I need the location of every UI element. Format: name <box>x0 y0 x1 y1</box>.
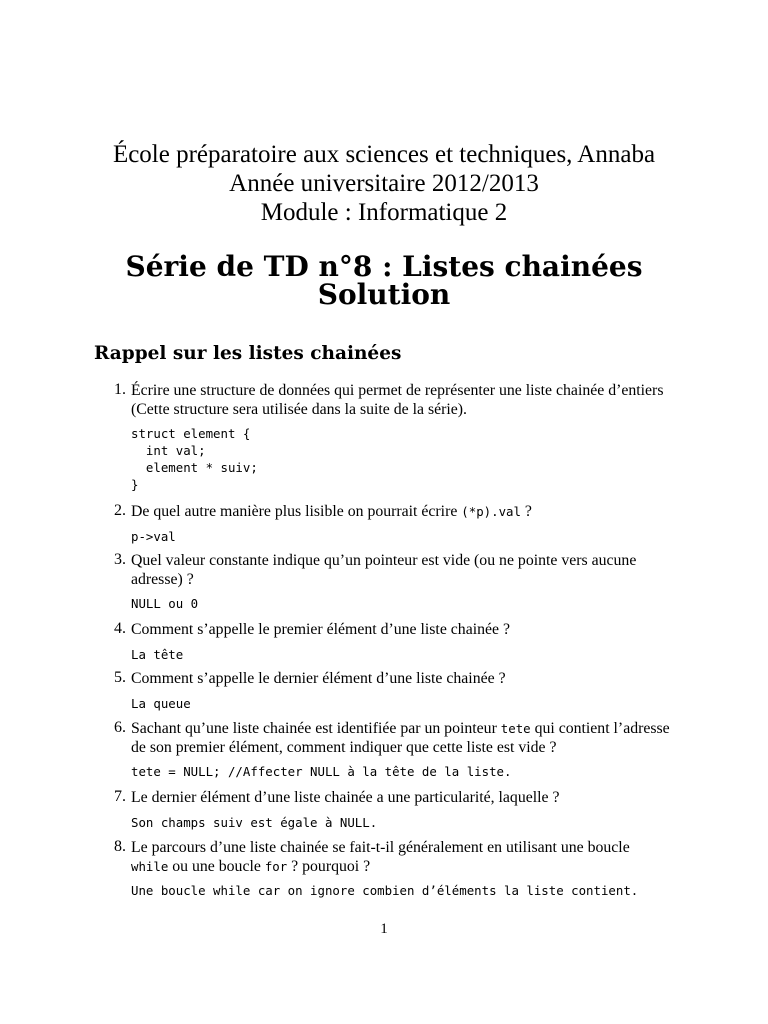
question-line <box>131 857 675 876</box>
answer-code-line: struct element { <box>131 426 251 441</box>
answer-code: Son champs suiv est égale à NULL. <box>131 815 378 830</box>
question-text: ? pourquoi ? <box>287 858 371 875</box>
answer-code: tete = NULL; //Affecter NULL à la tête de la liste. <box>131 764 512 779</box>
item-number: 3. <box>114 551 126 568</box>
question-text: ? <box>520 503 532 520</box>
academic-year: Année universitaire 2012/2013 <box>229 170 539 197</box>
inline-code: for <box>264 859 288 874</box>
question-text: qui contient l’adresse <box>530 720 670 737</box>
answer-code-line: element * suiv; <box>131 460 258 475</box>
document-title: Série de TD n°8 : Listes chainées <box>125 250 643 283</box>
question-text: Sachant qu’une liste chainée est identifiée par un pointeur <box>131 720 501 737</box>
item-number: 6. <box>114 719 126 736</box>
question-line: Écrire une structure de données qui permet de représenter une liste chainée d’entiers <box>131 382 664 399</box>
document-subtitle: Solution <box>317 278 451 311</box>
inline-code: while <box>131 859 169 874</box>
question-text: ou une boucle <box>168 858 265 875</box>
item-number: 2. <box>114 502 126 519</box>
answer-code: La queue <box>131 696 191 711</box>
question-line: de son premier élément, comment indiquer que cette liste est vide ? <box>131 739 557 756</box>
item-number: 4. <box>114 620 126 637</box>
question-line: Comment s’appelle le premier élément d’une liste chainée ? <box>131 621 510 638</box>
question-line: Comment s’appelle le dernier élément d’une liste chainée ? <box>131 670 506 687</box>
answer-code: Une boucle while car on ignore combien d’éléments la liste contient. <box>131 883 639 898</box>
question-text: De quel autre manière plus lisible on pourrait écrire <box>131 503 462 520</box>
item-number: 5. <box>114 669 126 686</box>
answer-code-line: } <box>131 477 139 492</box>
question-line: (Cette structure sera utilisée dans la suite de la série). <box>131 401 467 418</box>
answer-code: NULL ou 0 <box>131 596 199 611</box>
question-line: adresse) ? <box>131 571 194 588</box>
question-line <box>131 719 675 738</box>
answer-code: La tête <box>131 647 184 662</box>
page-number: 1 <box>380 921 388 937</box>
module-name: Module : Informatique 2 <box>260 199 508 226</box>
inline-code: tete <box>500 721 531 736</box>
school-name: École préparatoire aux sciences et techniques, Annaba <box>112 141 656 168</box>
question-line: Le parcours d’une liste chainée se fait-t-il généralement en utilisant une boucle <box>131 839 630 856</box>
question-line: Le dernier élément d’une liste chainée a une particularité, laquelle ? <box>131 789 560 806</box>
question-line <box>131 502 675 521</box>
item-number: 8. <box>114 838 126 855</box>
answer-code: p->val <box>131 529 176 544</box>
section-heading: Rappel sur les listes chainées <box>94 343 402 364</box>
inline-code: (*p).val <box>461 504 521 519</box>
answer-code-line: int val; <box>131 443 206 458</box>
item-number: 7. <box>114 788 126 805</box>
question-line: Quel valeur constante indique qu’un pointeur est vide (ou ne pointe vers aucune <box>131 552 637 569</box>
item-number: 1. <box>114 381 126 398</box>
